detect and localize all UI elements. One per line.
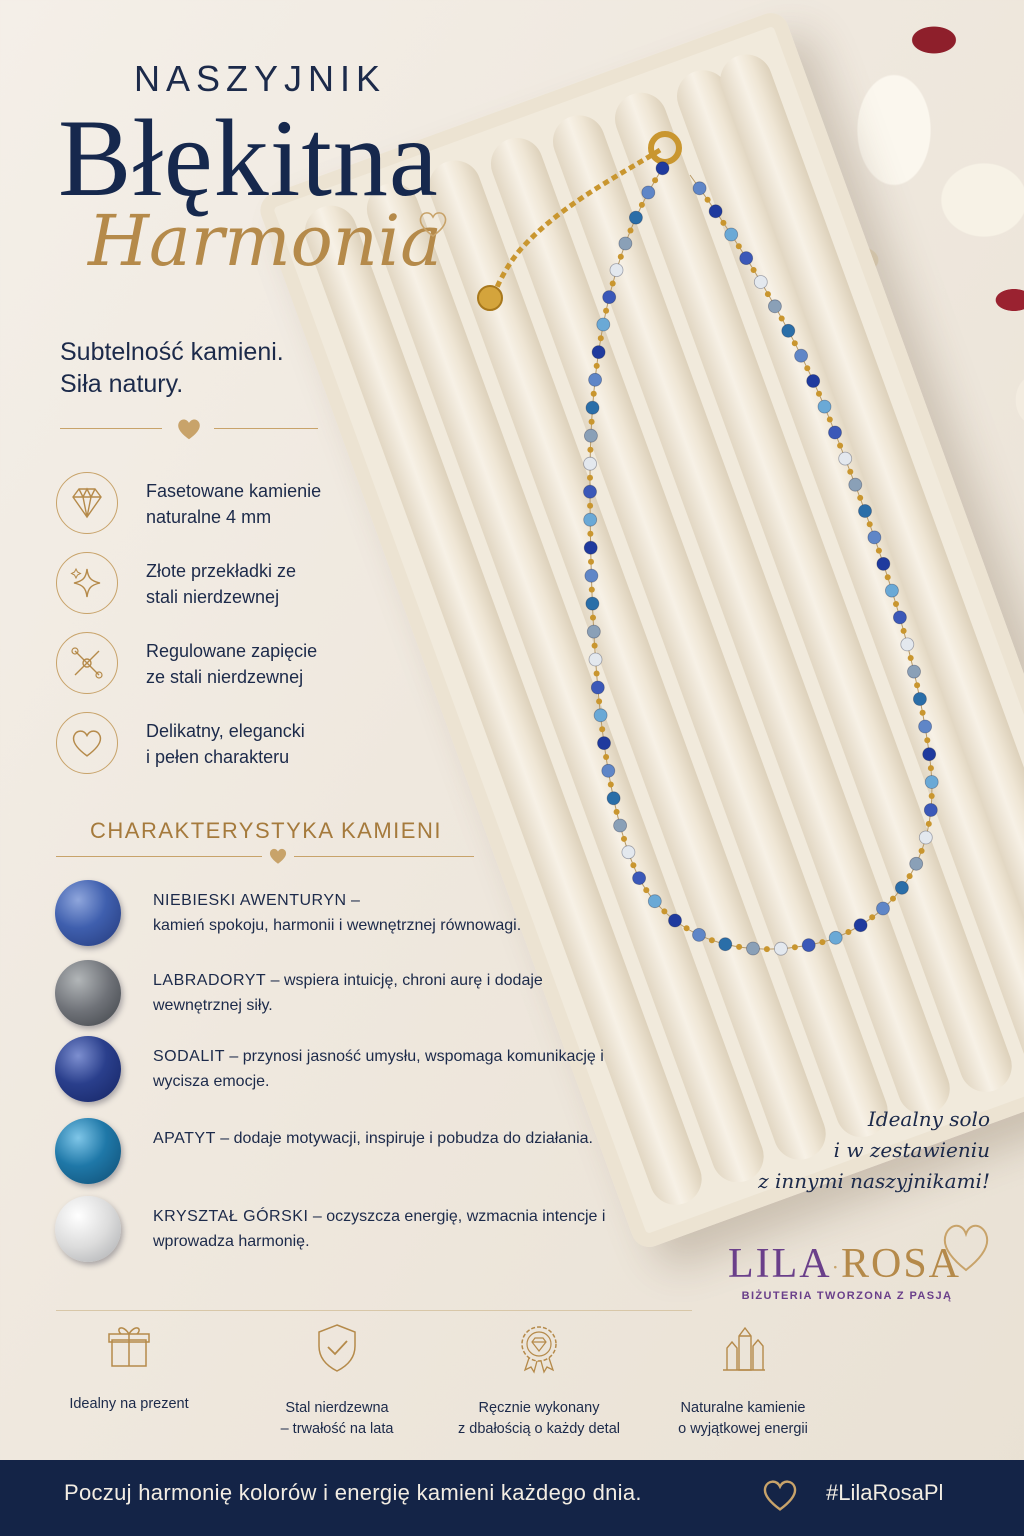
brand-name-part: LILA xyxy=(728,1241,832,1287)
feature-item xyxy=(56,552,476,614)
brand-name-part: ROSA xyxy=(840,1241,962,1287)
slogan xyxy=(700,1104,990,1197)
slogan-line: z innymi naszyjnikami! xyxy=(758,1169,990,1193)
sodalite-stone-icon xyxy=(55,1036,121,1102)
divider-line xyxy=(56,856,262,857)
brand-logo xyxy=(728,1240,961,1288)
brand-subtitle: BIŻUTERIA TWORZONA Z PASJĄ xyxy=(741,1290,953,1302)
stone-text: przynosi jasność umysłu, wspomaga komunikację i wycisza emocje. xyxy=(153,1048,604,1090)
tagline-line: Siła natury. xyxy=(60,370,184,398)
stone-text: oczyszcza energię, wzmacnia intencje i wprowadza harmonię. xyxy=(153,1208,606,1250)
diamond-icon xyxy=(56,472,118,534)
badge-line: Naturalne kamienie xyxy=(680,1400,806,1416)
feature-text xyxy=(146,478,466,530)
shield-check-icon xyxy=(313,1322,361,1374)
gift-icon xyxy=(105,1322,153,1370)
stone-item xyxy=(55,960,615,1026)
feature-line: ze stali nierdzewnej xyxy=(146,667,304,687)
stone-description xyxy=(153,1126,623,1151)
stone-item xyxy=(55,1036,615,1102)
crystal-icon xyxy=(717,1322,769,1374)
feature-line: Złote przekładki ze xyxy=(146,561,297,581)
feature-line: Fasetowane kamienie xyxy=(146,481,322,501)
stone-description xyxy=(153,968,623,1018)
aventurine-stone-icon xyxy=(55,880,121,946)
heart-outline-icon xyxy=(418,210,448,238)
hashtag: #LilaRosaPl xyxy=(826,1480,944,1505)
award-diamond-icon xyxy=(513,1322,565,1374)
stone-name: KRYSZTAŁ GÓRSKI xyxy=(153,1208,309,1225)
stone-description xyxy=(153,1204,623,1254)
slogan-line: Idealny solo xyxy=(867,1107,990,1131)
rock-crystal-stone-icon xyxy=(55,1196,121,1262)
brand-dot: · xyxy=(831,1254,841,1280)
script-title: Harmonia xyxy=(88,200,442,282)
divider-line xyxy=(60,428,162,429)
heart-icon xyxy=(56,712,118,774)
brand-heart-icon xyxy=(940,1218,992,1276)
apatite-stone-icon xyxy=(55,1118,121,1184)
badge-label xyxy=(638,1398,848,1440)
feature-item xyxy=(56,712,476,774)
stone-separator: – xyxy=(308,1208,327,1225)
stone-separator: – xyxy=(215,1130,234,1147)
feature-line: Regulowane zapięcie xyxy=(146,641,318,661)
stone-text: kamień spokoju, harmonii i wewnętrznej równowagi. xyxy=(153,917,522,934)
stone-separator: – xyxy=(224,1048,243,1065)
feature-line: stali nierdzewnej xyxy=(146,587,280,607)
stone-name: LABRADORYT xyxy=(153,972,267,989)
divider-line xyxy=(214,428,318,429)
stone-item xyxy=(55,1196,615,1262)
stone-name: NIEBIESKI AWENTURYN xyxy=(153,892,347,909)
badge-line: o wyjątkowej energii xyxy=(678,1421,808,1437)
slogan-line: i w zestawieniu xyxy=(833,1138,990,1162)
footer-text: Poczuj harmonię kolorów i energię kamieni każdego dnia. xyxy=(64,1480,642,1505)
stone-separator: – xyxy=(266,972,284,989)
feature-line: naturalne 4 mm xyxy=(146,507,272,527)
badge-line: Ręcznie wykonany xyxy=(478,1400,600,1416)
badge-item xyxy=(638,1322,848,1440)
badge-item xyxy=(24,1322,234,1415)
badge-label xyxy=(24,1394,234,1415)
labradorite-stone-icon xyxy=(55,960,121,1026)
feature-line: i pełen charakteru xyxy=(146,747,290,767)
badge-line: Stal nierdzewna xyxy=(285,1400,389,1416)
product-title: Błękitna xyxy=(58,97,439,219)
badge-line: – trwałość na lata xyxy=(280,1421,394,1437)
feature-text xyxy=(146,718,466,770)
stone-name: APATYT xyxy=(153,1130,216,1147)
stone-item xyxy=(55,1118,615,1184)
stone-text: dodaje motywacji, inspiruje i pobudza do działania. xyxy=(233,1130,593,1147)
clasp-icon xyxy=(56,632,118,694)
stone-name: SODALIT xyxy=(153,1048,225,1065)
stone-text: wspiera intuicję, chroni aurę i dodaje wewnętrznej siły. xyxy=(153,972,543,1014)
feature-item xyxy=(56,472,476,534)
tagline-line: Subtelność kamieni. xyxy=(60,338,284,366)
heart-outline-icon xyxy=(762,1478,798,1512)
badge-item xyxy=(232,1322,442,1440)
footer-bar xyxy=(0,1460,1024,1536)
badge-item xyxy=(434,1322,644,1440)
badge-line: Idealny na prezent xyxy=(69,1396,189,1412)
divider-line xyxy=(56,1310,692,1311)
sparkle-icon xyxy=(56,552,118,614)
heart-icon xyxy=(268,847,288,865)
badge-label xyxy=(434,1398,644,1440)
feature-line: Delikatny, elegancki xyxy=(146,721,305,741)
stone-description xyxy=(153,888,623,938)
stone-item xyxy=(55,880,615,946)
feature-text xyxy=(146,638,466,690)
stone-description xyxy=(153,1044,623,1094)
badge-label xyxy=(232,1398,442,1440)
feature-text xyxy=(146,558,466,610)
section-title: CHARAKTERYSTYKA KAMIENI xyxy=(90,818,442,843)
stone-separator: – xyxy=(346,892,360,909)
divider-line xyxy=(294,856,474,857)
heart-icon xyxy=(176,417,202,441)
tagline xyxy=(60,336,284,400)
badge-line: z dbałością o każdy detal xyxy=(457,1421,620,1437)
feature-item xyxy=(56,632,476,694)
eyebrow-label: NASZYJNIK xyxy=(133,58,387,99)
